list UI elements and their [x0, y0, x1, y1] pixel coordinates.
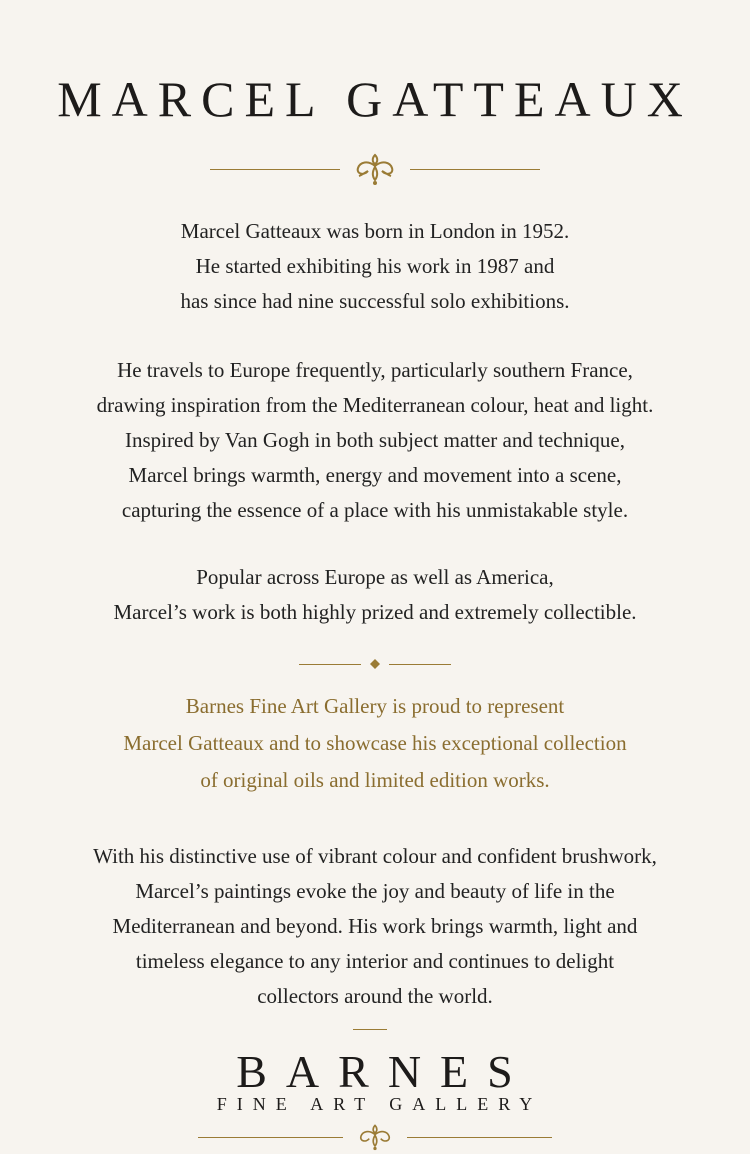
closing-line: collectors around the world.	[257, 984, 493, 1008]
bottom-ornament-divider	[0, 1123, 750, 1151]
bio-line: Marcel Gatteaux was born in London in 1952.	[180, 219, 570, 243]
bio-line: Marcel’s work is both highly prized and extremely collectible.	[113, 600, 637, 624]
gallery-statement-line: Marcel Gatteaux and to showcase his exceptional collection	[123, 731, 627, 755]
middle-right-rule	[389, 664, 451, 665]
gallery-statement-line: of original oils and limited edition works.	[200, 768, 550, 792]
bottom-right-rule	[407, 1137, 552, 1138]
brand-subtitle: FINE ART GALLERY	[216, 1094, 543, 1114]
closing-line: timeless elegance to any interior and continues to delight	[135, 949, 615, 973]
top-right-rule	[410, 169, 540, 170]
page-title: MARCEL GATTEAUX	[57, 71, 693, 127]
bottom-left-rule	[198, 1137, 343, 1138]
brand-name: BARNES	[236, 1046, 532, 1097]
closing-line: Marcel’s paintings evoke the joy and beauty of life in the	[135, 879, 615, 903]
gallery-statement	[0, 688, 750, 799]
bio-line: He started exhibiting his work in 1987 and	[195, 254, 555, 278]
bio-paragraph-3	[0, 560, 750, 630]
bio-line: Popular across Europe as well as America,	[196, 565, 554, 589]
bio-line: He travels to Europe frequently, particularly southern France,	[117, 358, 633, 382]
closing-line: Mediterranean and beyond. His work brings warmth, light and	[112, 914, 638, 938]
bio-paragraph-2	[0, 353, 750, 528]
top-ornament-divider	[0, 152, 750, 186]
middle-ornament-divider	[0, 658, 750, 670]
closing-paragraph	[0, 839, 750, 1014]
flourish-ornament-icon	[348, 152, 402, 186]
middle-left-rule	[299, 664, 361, 665]
flourish-ornament-icon	[351, 1123, 399, 1151]
bio-line: Inspired by Van Gogh in both subject matter and technique,	[124, 428, 625, 452]
brand-top-rule	[353, 1029, 387, 1030]
diamond-ornament-icon	[369, 658, 381, 670]
closing-line: With his distinctive use of vibrant colour and confident brushwork,	[93, 844, 657, 868]
top-left-rule	[210, 169, 340, 170]
bio-paragraph-1	[0, 214, 750, 319]
bio-line: Marcel brings warmth, energy and movement into a scene,	[128, 463, 622, 487]
bio-line: capturing the essence of a place with his unmistakable style.	[121, 498, 629, 522]
gallery-statement-line: Barnes Fine Art Gallery is proud to represent	[185, 694, 565, 718]
bio-line: drawing inspiration from the Mediterranean colour, heat and light.	[96, 393, 654, 417]
bio-line: has since had nine successful solo exhibitions.	[180, 289, 570, 313]
